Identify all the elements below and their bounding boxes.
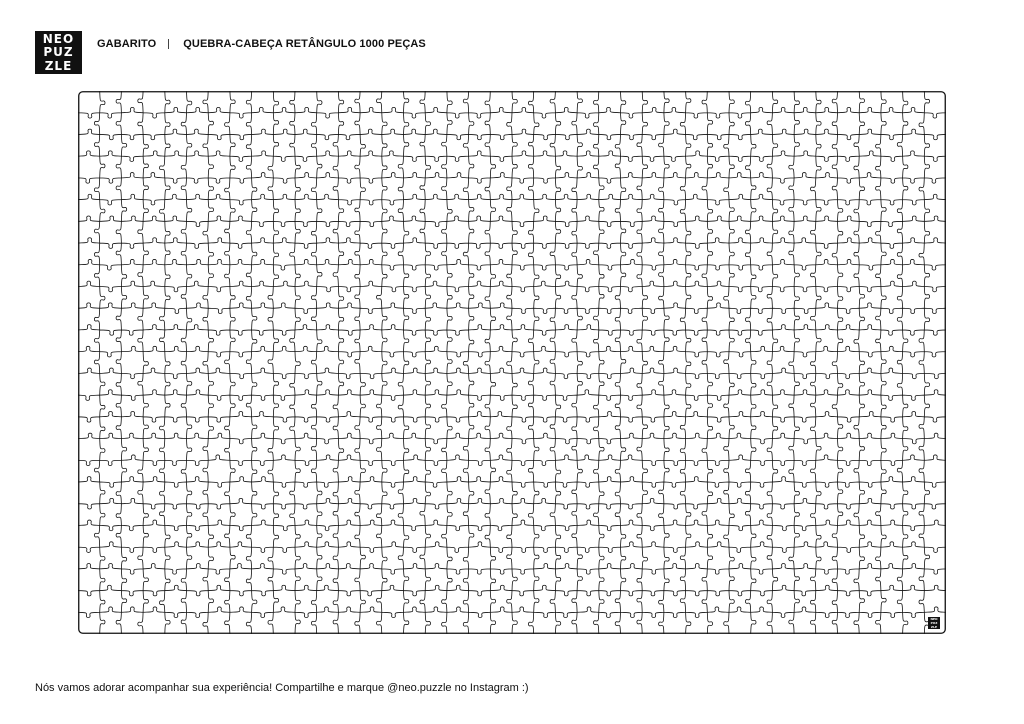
logo-row-2: PUZ bbox=[43, 45, 74, 60]
logo-row-3: ZLE bbox=[44, 59, 73, 74]
neo-puzzle-logo bbox=[35, 31, 82, 74]
puzzle-template-board bbox=[78, 91, 946, 634]
header-title: QUEBRA-CABEÇA RETÂNGULO 1000 PEÇAS bbox=[183, 38, 426, 50]
puzzle-piece-cut-lines bbox=[78, 91, 946, 634]
page-header bbox=[97, 38, 426, 50]
corner-logo-icon: NEO PUZ ZLE bbox=[928, 617, 940, 629]
logo-row-1: NEO bbox=[42, 31, 75, 46]
puzzle-grid bbox=[78, 91, 946, 634]
header-divider bbox=[168, 39, 169, 49]
footer-message: Nós vamos adorar acompanhar sua experiência! Compartilhe e marque @neo.puzzle no Instagram :) bbox=[35, 682, 529, 694]
header-section-label: GABARITO bbox=[97, 38, 157, 50]
